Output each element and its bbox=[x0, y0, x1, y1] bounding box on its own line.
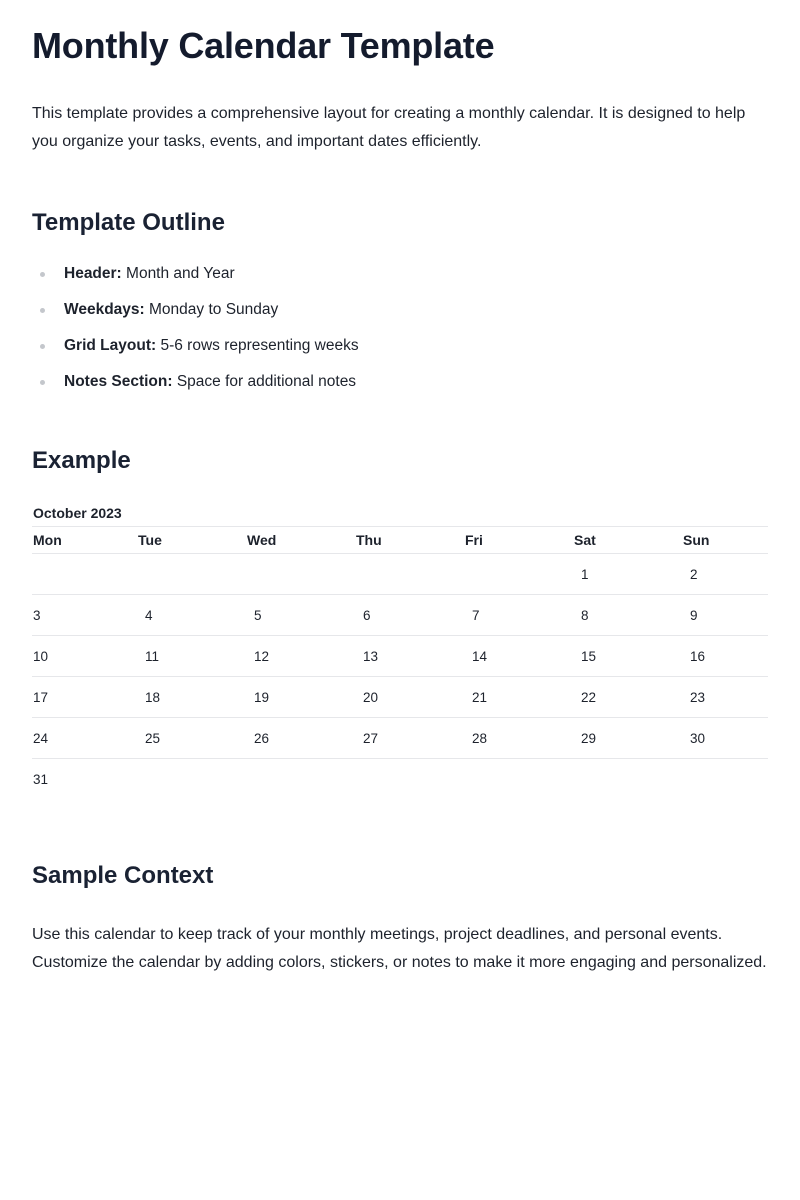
bullet-icon bbox=[40, 344, 45, 349]
weekday-header: Sat bbox=[573, 527, 682, 554]
calendar-day-cell: 26 bbox=[246, 718, 355, 759]
calendar-day-cell: 31 bbox=[33, 771, 49, 787]
calendar-day-cell: 7 bbox=[464, 595, 573, 636]
calendar-day-cell: 17 bbox=[32, 677, 137, 718]
weekday-header-row bbox=[32, 527, 768, 554]
weekday-header: Wed bbox=[246, 527, 355, 554]
bullet-icon bbox=[40, 380, 45, 385]
calendar-day-cell bbox=[137, 554, 246, 595]
calendar-caption: October 2023 bbox=[33, 505, 122, 521]
calendar-day-cell bbox=[32, 554, 137, 595]
outline-term: Header: bbox=[64, 265, 122, 282]
outline-term: Grid Layout: bbox=[64, 337, 157, 354]
intro-paragraph: This template provides a comprehensive layout for creating a monthly calendar. It is designed to help you organize your tasks, events, and important dates efficiently. bbox=[32, 105, 746, 150]
calendar-day-cell: 22 bbox=[573, 677, 682, 718]
calendar-day-cell: 25 bbox=[137, 718, 246, 759]
calendar-day-cell: 5 bbox=[246, 595, 355, 636]
page-title: Monthly Calendar Template bbox=[32, 25, 495, 66]
context-paragraph: Use this calendar to keep track of your monthly meetings, project deadlines, and personal events. Customize the calendar by adding colors, stickers, or notes to make it more engaging and personalized. bbox=[32, 926, 767, 971]
calendar-week-row bbox=[32, 595, 768, 636]
calendar-day-cell: 3 bbox=[32, 595, 137, 636]
weekday-header: Fri bbox=[464, 527, 573, 554]
calendar-day-cell: 16 bbox=[682, 636, 768, 677]
calendar-week-row bbox=[32, 759, 768, 800]
outline-heading: Template Outline bbox=[32, 209, 225, 236]
calendar-week-row bbox=[32, 554, 768, 595]
calendar-day-cell: 2 bbox=[682, 554, 768, 595]
calendar-day-cell bbox=[137, 759, 246, 800]
calendar-week-row bbox=[32, 718, 768, 759]
calendar-day-cell: 12 bbox=[246, 636, 355, 677]
calendar-day-cell: 4 bbox=[137, 595, 246, 636]
outline-desc: Month and Year bbox=[126, 265, 235, 282]
weekday-header: Tue bbox=[137, 527, 246, 554]
calendar-day-cell bbox=[682, 759, 768, 800]
calendar-week-row bbox=[32, 636, 768, 677]
weekday-header: Sun bbox=[682, 527, 768, 554]
calendar-day-cell: 20 bbox=[355, 677, 464, 718]
calendar-day-cell: 15 bbox=[573, 636, 682, 677]
outline-term: Notes Section: bbox=[64, 373, 173, 390]
calendar-day-cell bbox=[246, 554, 355, 595]
calendar-day-cell: 30 bbox=[682, 718, 768, 759]
calendar-day-cell: 28 bbox=[464, 718, 573, 759]
calendar-day-cell bbox=[355, 759, 464, 800]
outline-item-weekdays bbox=[32, 298, 768, 322]
outline-item-notes-section bbox=[32, 370, 768, 394]
calendar-day-cell bbox=[355, 554, 464, 595]
calendar-day-cell bbox=[464, 554, 573, 595]
weekday-header: Thu bbox=[355, 527, 464, 554]
calendar-day-cell bbox=[464, 759, 573, 800]
calendar-week-row bbox=[32, 677, 768, 718]
calendar-day-cell bbox=[246, 759, 355, 800]
outline-desc: 5-6 rows representing weeks bbox=[160, 337, 359, 354]
outline-list bbox=[32, 262, 768, 394]
outline-term: Weekdays: bbox=[64, 301, 145, 318]
outline-item-header bbox=[32, 262, 768, 286]
calendar-day-cell: 14 bbox=[464, 636, 573, 677]
calendar-day-cell: 21 bbox=[464, 677, 573, 718]
calendar-day-cell: 19 bbox=[246, 677, 355, 718]
calendar-day-cell: 24 bbox=[32, 718, 137, 759]
calendar-day-cell: 29 bbox=[573, 718, 682, 759]
calendar-table bbox=[32, 503, 768, 799]
calendar-day-cell: 11 bbox=[137, 636, 246, 677]
calendar-day-cell: 10 bbox=[32, 636, 137, 677]
outline-item-grid-layout bbox=[32, 334, 768, 358]
weekday-header: Mon bbox=[32, 527, 137, 554]
calendar-day-cell: 9 bbox=[682, 595, 768, 636]
calendar-day-cell: 8 bbox=[573, 595, 682, 636]
calendar-day-cell: 6 bbox=[355, 595, 464, 636]
example-heading: Example bbox=[32, 447, 131, 474]
calendar-day-cell: 23 bbox=[682, 677, 768, 718]
outline-desc: Monday to Sunday bbox=[149, 301, 279, 318]
calendar-day-cell: 1 bbox=[573, 554, 682, 595]
calendar-day-cell: 18 bbox=[137, 677, 246, 718]
calendar-day-cell: 13 bbox=[355, 636, 464, 677]
calendar-day-cell bbox=[573, 759, 682, 800]
calendar-day-cell: 27 bbox=[355, 718, 464, 759]
outline-desc: Space for additional notes bbox=[176, 373, 357, 390]
bullet-icon bbox=[40, 272, 45, 277]
bullet-icon bbox=[40, 308, 45, 313]
context-heading: Sample Context bbox=[32, 862, 214, 889]
